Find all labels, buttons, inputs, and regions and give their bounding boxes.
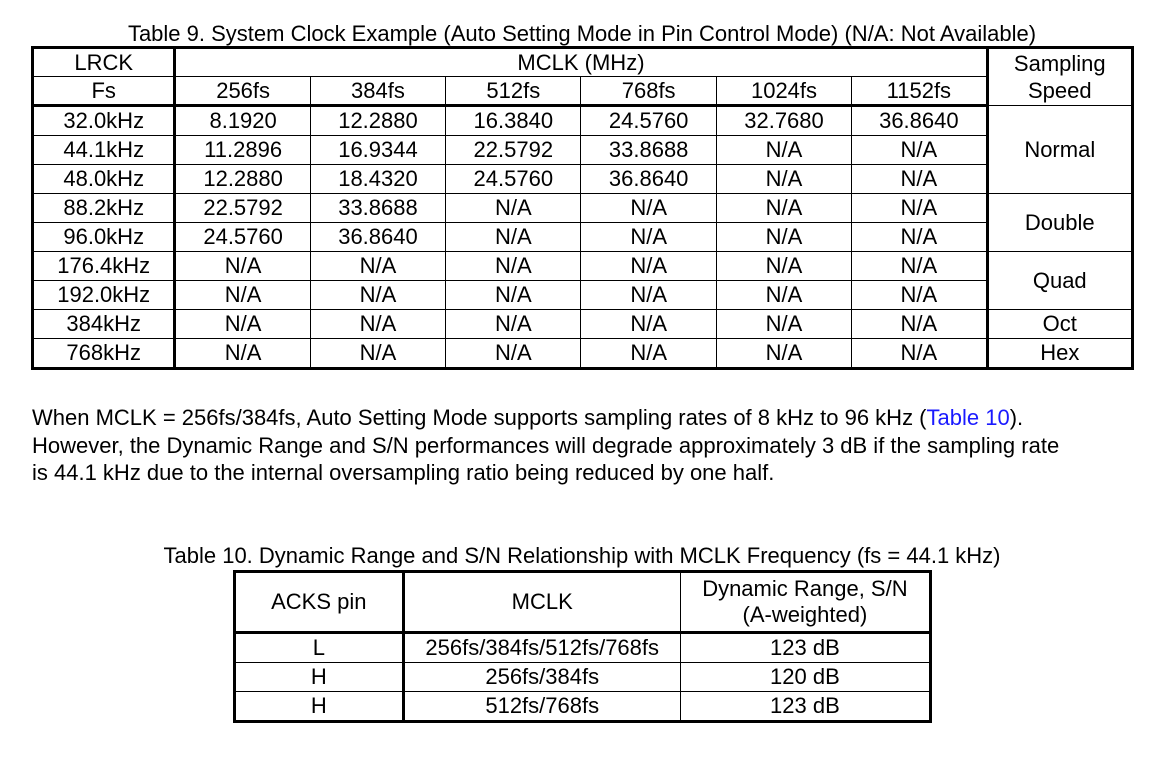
mclk-cell: N/A xyxy=(716,252,851,281)
mclk-cell: 22.5792 xyxy=(175,194,310,223)
description-paragraph xyxy=(32,404,1136,487)
table-10-caption: Table 10. Dynamic Range and S/N Relationship with MCLK Frequency (fs = 44.1 kHz) xyxy=(163,543,1001,568)
mclk-cell: 11.2896 xyxy=(175,136,310,165)
fs-cell: 768kHz xyxy=(33,339,175,369)
mclk-cell: 36.8640 xyxy=(581,165,716,194)
table-row xyxy=(33,339,1133,369)
fs-cell: 48.0kHz xyxy=(33,165,175,194)
speed-cell-quad: Quad xyxy=(987,252,1132,310)
mclk-cell: N/A xyxy=(175,281,310,310)
mclk-cell: N/A xyxy=(175,310,310,339)
mclk-cell: N/A xyxy=(175,252,310,281)
mclk-cell: N/A xyxy=(446,310,581,339)
mclk-cell: N/A xyxy=(852,136,987,165)
speed-cell-double: Double xyxy=(987,194,1132,252)
mclk-cell: N/A xyxy=(852,310,987,339)
mclk-cell: 12.2880 xyxy=(175,165,310,194)
sampling-speed-line-1: Sampling xyxy=(1013,51,1106,76)
mclk-cell: 512fs/768fs xyxy=(403,692,680,722)
dynamic-range-header xyxy=(680,572,930,633)
mclk-cell: 16.9344 xyxy=(310,136,445,165)
mclk-cell: 256fs/384fs/512fs/768fs xyxy=(403,633,680,663)
mclk-cell: N/A xyxy=(852,281,987,310)
mclk-cell: N/A xyxy=(716,194,851,223)
mclk-cell: N/A xyxy=(446,252,581,281)
mclk-cell: N/A xyxy=(310,252,445,281)
speed-cell-oct: Oct xyxy=(987,310,1132,339)
fs-cell: 192.0kHz xyxy=(33,281,175,310)
table-row xyxy=(33,223,1133,252)
mclk-cell: N/A xyxy=(310,310,445,339)
mclk-cell: 24.5760 xyxy=(581,106,716,136)
mclk-cell: 22.5792 xyxy=(446,136,581,165)
mclk-cell: N/A xyxy=(716,165,851,194)
fs-header: Fs xyxy=(33,77,175,106)
speed-cell-hex: Hex xyxy=(987,339,1132,369)
table-row xyxy=(235,692,931,722)
paragraph-line-3: is 44.1 kHz due to the internal oversampling ratio being reduced by one half. xyxy=(32,460,775,485)
paragraph-text: ). xyxy=(1009,405,1024,430)
mclk-column-header: 256fs xyxy=(175,77,310,106)
table-row xyxy=(235,663,931,692)
mclk-cell: N/A xyxy=(716,310,851,339)
table-10-link[interactable]: Table 10 xyxy=(926,405,1010,430)
table-row xyxy=(33,136,1133,165)
table-row xyxy=(33,106,1133,136)
mclk-cell: 24.5760 xyxy=(175,223,310,252)
sampling-speed-header xyxy=(987,48,1132,106)
mclk-column-header: 1152fs xyxy=(852,77,987,106)
table-row xyxy=(33,310,1133,339)
mclk-header: MCLK xyxy=(403,572,680,633)
mclk-cell: 18.4320 xyxy=(310,165,445,194)
fs-cell: 96.0kHz xyxy=(33,223,175,252)
table-row xyxy=(33,194,1133,223)
mclk-cell: N/A xyxy=(852,165,987,194)
dynamic-range-table xyxy=(233,570,932,723)
table-9-caption: Table 9. System Clock Example (Auto Setting Mode in Pin Control Mode) (N/A: Not Available) xyxy=(127,21,1037,46)
paragraph-line-1 xyxy=(32,404,1136,432)
mclk-cell: N/A xyxy=(716,136,851,165)
mclk-cell: N/A xyxy=(852,194,987,223)
mclk-column-header: 512fs xyxy=(446,77,581,106)
mclk-cell: 33.8688 xyxy=(310,194,445,223)
mclk-cell: 36.8640 xyxy=(852,106,987,136)
system-clock-table xyxy=(31,46,1134,370)
sampling-speed-line-2: Speed xyxy=(1027,78,1092,103)
table-row xyxy=(33,281,1133,310)
dynamic-range-header-line-2: (A-weighted) xyxy=(742,602,868,627)
mclk-cell: N/A xyxy=(446,194,581,223)
fs-cell: 176.4kHz xyxy=(33,252,175,281)
mclk-cell: 8.1920 xyxy=(175,106,310,136)
dynamic-range-cell: 120 dB xyxy=(680,663,930,692)
fs-cell: 384kHz xyxy=(33,310,175,339)
table-row xyxy=(235,633,931,663)
mclk-cell: N/A xyxy=(175,339,310,369)
mclk-cell: 36.8640 xyxy=(310,223,445,252)
mclk-cell: N/A xyxy=(446,223,581,252)
mclk-cell: N/A xyxy=(852,252,987,281)
mclk-header: MCLK (MHz) xyxy=(175,48,987,77)
acks-pin-cell: H xyxy=(235,663,404,692)
mclk-cell: N/A xyxy=(581,281,716,310)
mclk-cell: N/A xyxy=(852,223,987,252)
mclk-column-header: 384fs xyxy=(310,77,445,106)
mclk-cell: N/A xyxy=(310,281,445,310)
mclk-cell: N/A xyxy=(446,339,581,369)
mclk-cell: N/A xyxy=(852,339,987,369)
mclk-cell: N/A xyxy=(581,339,716,369)
mclk-cell: 24.5760 xyxy=(446,165,581,194)
mclk-cell: N/A xyxy=(581,223,716,252)
mclk-cell: 33.8688 xyxy=(581,136,716,165)
fs-cell: 44.1kHz xyxy=(33,136,175,165)
speed-cell-normal: Normal xyxy=(987,106,1132,194)
paragraph-text: When MCLK = 256fs/384fs, Auto Setting Mode supports sampling rates of 8 kHz to 96 kHz ( xyxy=(32,405,927,430)
mclk-column-header: 1024fs xyxy=(716,77,851,106)
mclk-cell: N/A xyxy=(581,252,716,281)
mclk-cell: N/A xyxy=(716,223,851,252)
mclk-cell: N/A xyxy=(310,339,445,369)
table-row xyxy=(33,165,1133,194)
fs-cell: 88.2kHz xyxy=(33,194,175,223)
paragraph-line-2: However, the Dynamic Range and S/N performances will degrade approximately 3 dB if the sampling rate xyxy=(32,432,1060,458)
dynamic-range-header-line-1: Dynamic Range, S/N xyxy=(702,576,908,601)
mclk-cell: N/A xyxy=(446,281,581,310)
dynamic-range-cell: 123 dB xyxy=(680,633,930,663)
acks-pin-cell: L xyxy=(235,633,404,663)
mclk-column-header: 768fs xyxy=(581,77,716,106)
mclk-cell: N/A xyxy=(581,310,716,339)
mclk-cell: 256fs/384fs xyxy=(403,663,680,692)
fs-cell: 32.0kHz xyxy=(33,106,175,136)
mclk-cell: 32.7680 xyxy=(716,106,851,136)
mclk-cell: 12.2880 xyxy=(310,106,445,136)
acks-pin-cell: H xyxy=(235,692,404,722)
dynamic-range-cell: 123 dB xyxy=(680,692,930,722)
acks-pin-header: ACKS pin xyxy=(235,572,404,633)
mclk-cell: 16.3840 xyxy=(446,106,581,136)
mclk-cell: N/A xyxy=(716,339,851,369)
mclk-cell: N/A xyxy=(581,194,716,223)
lrck-header: LRCK xyxy=(33,48,175,77)
table-row xyxy=(33,252,1133,281)
mclk-cell: N/A xyxy=(716,281,851,310)
